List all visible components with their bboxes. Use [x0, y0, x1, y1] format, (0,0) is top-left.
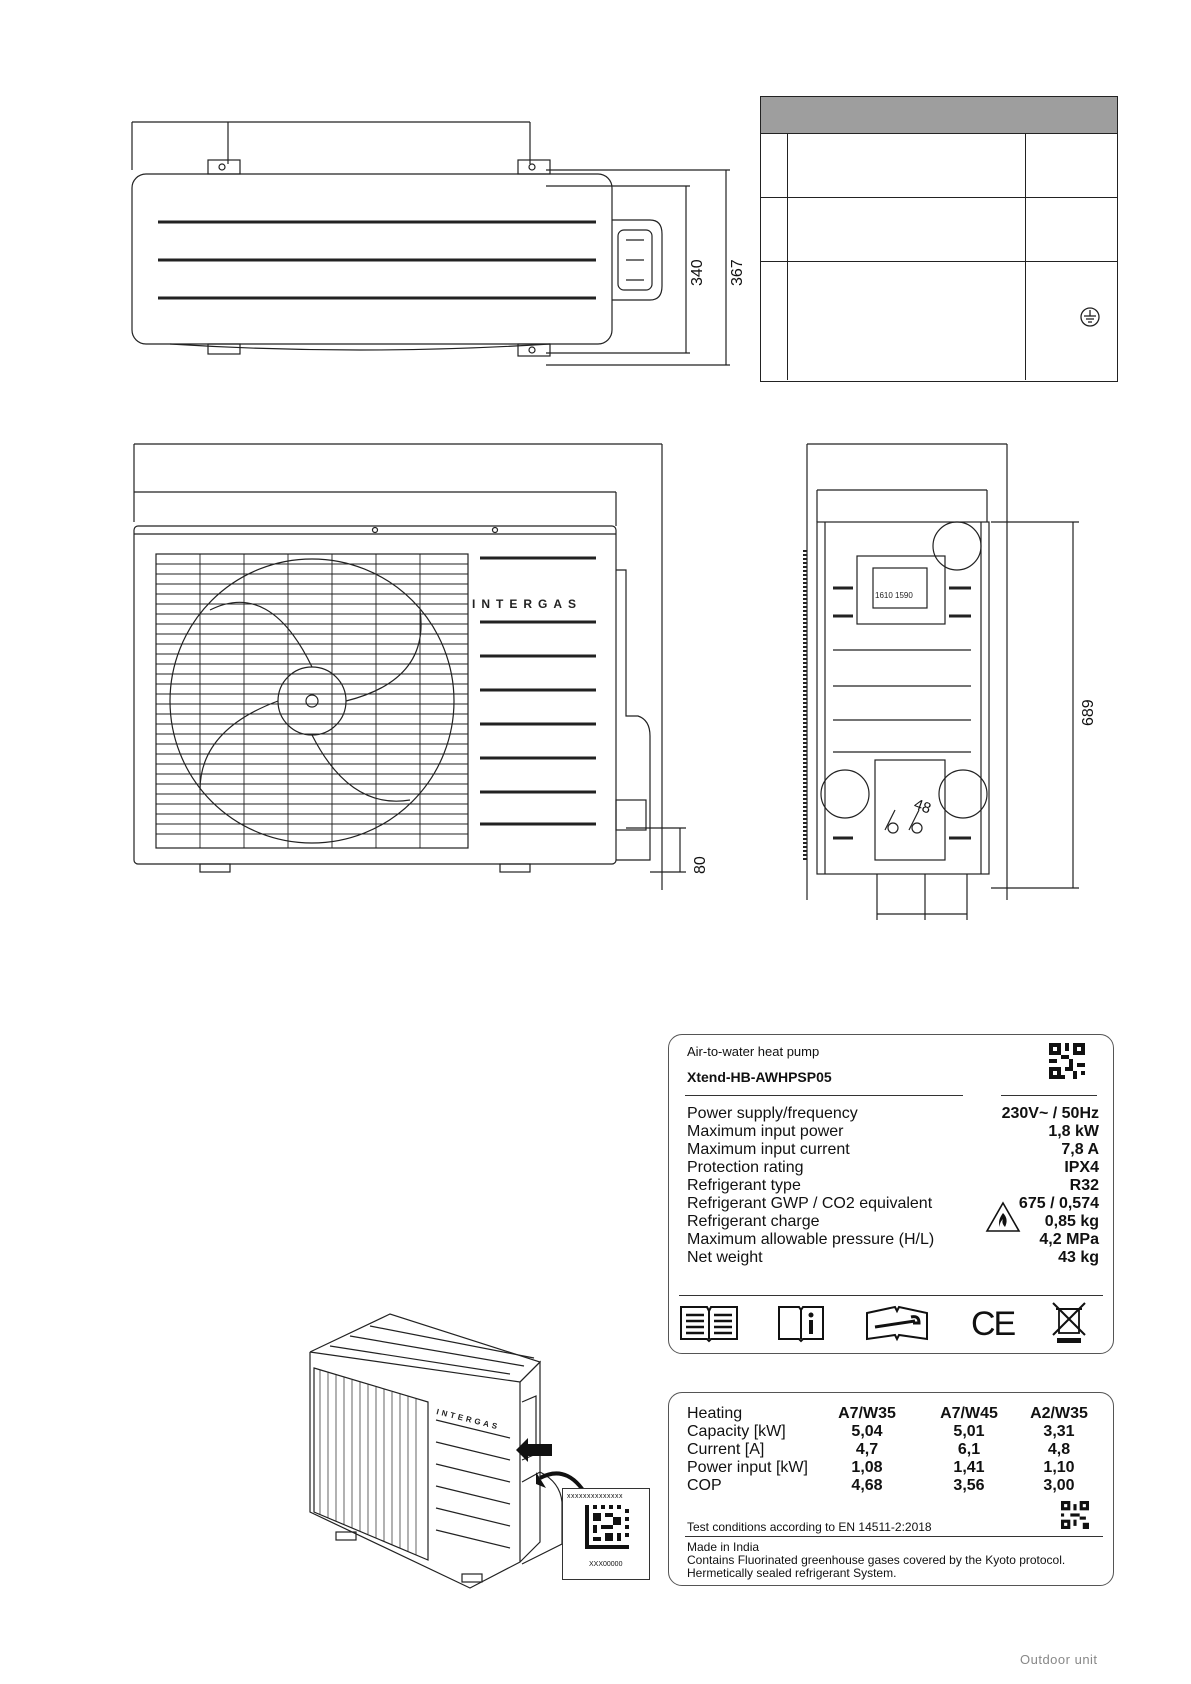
footer-line: Hermetically sealed refrigerant System.	[687, 1566, 897, 1580]
qr-code-icon	[1061, 1501, 1089, 1529]
spec-value: 7,8 A	[1061, 1141, 1099, 1158]
earth-ground-icon	[1079, 306, 1101, 328]
datamatrix-code	[585, 1505, 629, 1549]
performance-column	[827, 1405, 907, 1495]
manual-book-icon	[679, 1303, 739, 1343]
brand-label: INTERGAS	[472, 597, 583, 611]
dim-80: 80	[692, 856, 709, 874]
sticker-code: xxxxxxxxxxxxxx	[567, 1493, 623, 1500]
sticker-code-2: XXX00000	[589, 1561, 623, 1568]
flammable-warning-icon	[985, 1201, 1021, 1233]
page-footer-label: Outdoor unit	[1020, 1652, 1098, 1667]
row-label: Current [A]	[687, 1441, 765, 1458]
cell: 1,08	[851, 1459, 883, 1476]
cell: 4,8	[1047, 1441, 1071, 1458]
cell: 3,56	[953, 1477, 985, 1494]
spec-value: 43 kg	[1058, 1249, 1099, 1266]
dim-340: 340	[689, 259, 706, 286]
cell: A7/W35	[838, 1405, 896, 1422]
test-conditions: Test conditions according to EN 14511-2:2018	[687, 1520, 932, 1534]
info-manual-icon	[777, 1303, 825, 1343]
spec-value: 0,85 kg	[1044, 1213, 1099, 1230]
cell: A7/W45	[940, 1405, 998, 1422]
arrow-icon	[516, 1438, 552, 1462]
ce-mark: CE	[971, 1305, 1015, 1343]
cell: 3,31	[1043, 1423, 1075, 1440]
model-number: Xtend-HB-AWHPSP05	[687, 1069, 832, 1085]
spec-value: 230V~ / 50Hz	[1001, 1105, 1099, 1122]
front-view-drawing	[120, 430, 720, 910]
weee-bin-icon	[1051, 1301, 1087, 1345]
spec-value: IPX4	[1064, 1159, 1099, 1176]
brand-label-isometric: INTERGAS	[435, 1407, 502, 1432]
performance-column	[1019, 1405, 1099, 1495]
serial-sticker	[562, 1488, 650, 1580]
spec-label: Refrigerant GWP / CO2 equivalent	[687, 1195, 933, 1212]
dim-48: 48	[911, 795, 934, 818]
top-view-drawing	[110, 110, 760, 380]
dim-367: 367	[729, 259, 746, 286]
spec-value: R32	[1069, 1177, 1099, 1194]
cell: 1,10	[1043, 1459, 1075, 1476]
cell: 5,01	[953, 1423, 985, 1440]
spec-label: Power supply/frequency	[687, 1105, 858, 1122]
spec-label: Refrigerant type	[687, 1177, 801, 1194]
rating-plate	[668, 1034, 1114, 1354]
spec-labels	[687, 1105, 934, 1267]
row-label: Power input [kW]	[687, 1459, 808, 1476]
spec-value: 675 / 0,574	[1018, 1195, 1099, 1212]
row-label: Capacity [kW]	[687, 1423, 786, 1440]
spec-label: Maximum input current	[687, 1141, 850, 1158]
side-view-drawing	[795, 430, 1095, 930]
spec-label: Refrigerant charge	[687, 1213, 820, 1230]
spec-label: Maximum input power	[687, 1123, 844, 1140]
spec-label: Net weight	[687, 1249, 763, 1266]
cell: A2/W35	[1030, 1405, 1088, 1422]
cell: 3,00	[1043, 1477, 1075, 1494]
spec-value: 4,2 MPa	[1039, 1231, 1099, 1248]
footer-line: Made in India	[687, 1540, 760, 1554]
performance-plate	[668, 1392, 1114, 1586]
table-row	[761, 197, 1117, 262]
performance-column	[929, 1405, 1009, 1495]
row-label: Heating	[687, 1405, 743, 1422]
connection-table	[760, 96, 1118, 382]
cell: 5,04	[851, 1423, 883, 1440]
spec-values	[1002, 1105, 1099, 1267]
dim-689: 689	[1080, 699, 1097, 726]
spec-label: Maximum allowable pressure (H/L)	[687, 1231, 935, 1248]
service-manual-icon	[865, 1303, 929, 1343]
row-label: COP	[687, 1477, 722, 1494]
cell: 1,41	[953, 1459, 985, 1476]
performance-footer	[687, 1541, 1065, 1580]
table-header	[761, 97, 1117, 134]
svg-text:1610 1590: 1610 1590	[875, 591, 913, 600]
cell: 4,7	[855, 1441, 879, 1458]
spec-value: 1,8 kW	[1048, 1123, 1099, 1140]
qr-code-icon	[1049, 1043, 1085, 1079]
cell: 6,1	[957, 1441, 981, 1458]
performance-row-labels	[687, 1405, 808, 1495]
table-row	[761, 261, 1117, 380]
product-type: Air-to-water heat pump	[687, 1044, 820, 1059]
table-row	[761, 133, 1117, 198]
footer-line: Contains Fluorinated greenhouse gases covered by the Kyoto protocol.	[687, 1553, 1066, 1567]
cell: 4,68	[851, 1477, 883, 1494]
spec-label: Protection rating	[687, 1159, 804, 1176]
